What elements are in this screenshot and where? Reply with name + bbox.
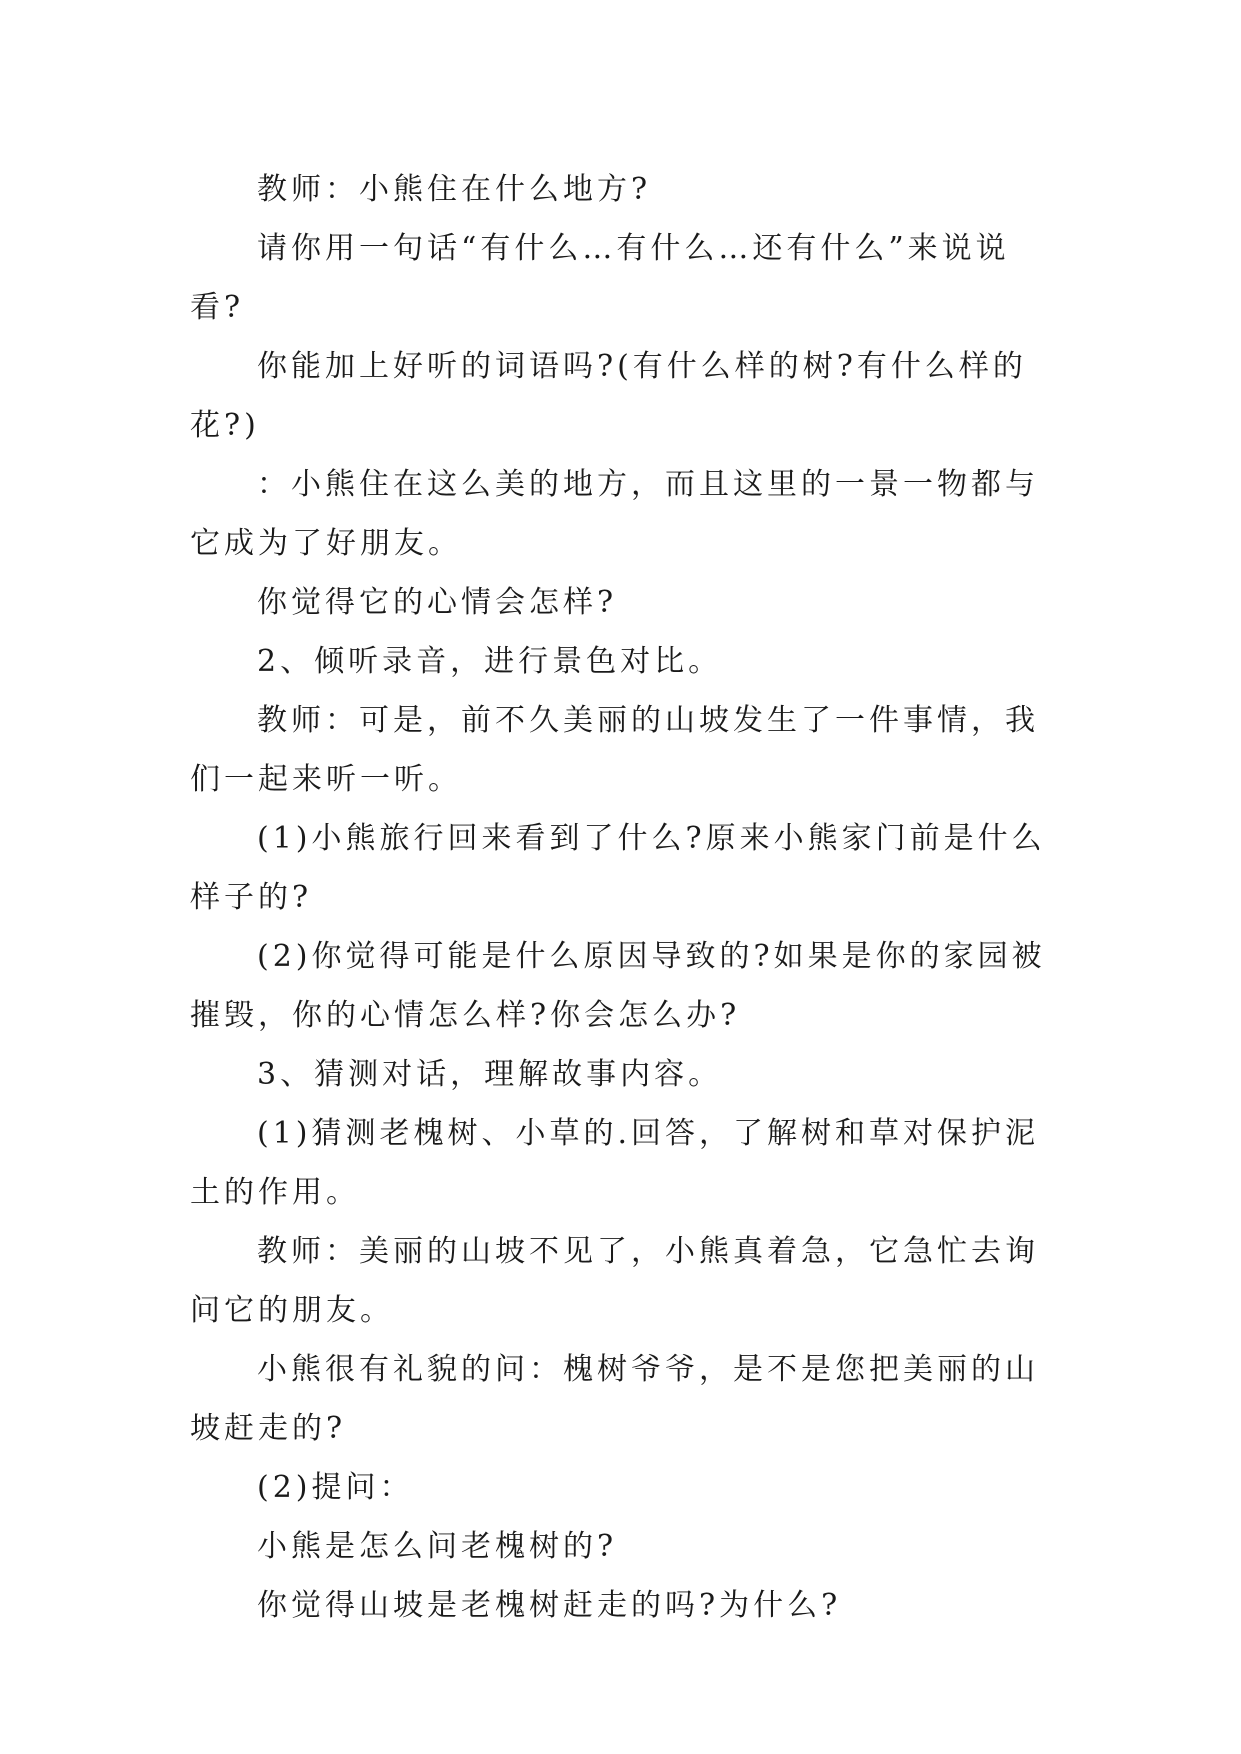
paragraph: 你觉得山坡是老槐树赶走的吗?为什么? bbox=[257, 1588, 842, 1623]
paragraph: (2)你觉得可能是什么原因导致的?如果是你的家园被摧毁，你的心情怎么样?你会怎么办? bbox=[190, 939, 1046, 1033]
paragraph: (1)小熊旅行回来看到了什么?原来小熊家门前是什么样子的? bbox=[190, 821, 1046, 915]
paragraph: 小熊是怎么问老槐树的? bbox=[257, 1529, 618, 1564]
paragraph: ：小熊住在这么美的地方，而且这里的一景一物都与它成为了好朋友。 bbox=[190, 467, 1039, 561]
paragraph: (2)提问： bbox=[257, 1470, 414, 1505]
paragraph: 小熊很有礼貌的问：槐树爷爷，是不是您把美丽的山坡赶走的? bbox=[190, 1352, 1039, 1446]
paragraph: 教师：美丽的山坡不见了，小熊真着急，它急忙去询问它的朋友。 bbox=[190, 1234, 1039, 1328]
paragraph: 你觉得它的心情会怎样? bbox=[257, 585, 618, 620]
paragraph: 2、倾听录音，进行景色对比。 bbox=[257, 644, 723, 679]
paragraph: 3、猜测对话，理解故事内容。 bbox=[257, 1057, 723, 1092]
paragraph: 你能加上好听的词语吗?(有什么样的树?有什么样的花?) bbox=[190, 349, 1027, 443]
paragraph: (1)猜测老槐树、小草的.回答，了解树和草对保护泥土的作用。 bbox=[190, 1116, 1040, 1210]
paragraph: 教师：可是，前不久美丽的山坡发生了一件事情，我们一起来听一听。 bbox=[190, 703, 1039, 797]
paragraph: 教师：小熊住在什么地方? bbox=[257, 172, 652, 207]
paragraph: 请你用一句话“有什么…有什么…还有什么”来说说看? bbox=[190, 231, 1010, 325]
document-body bbox=[190, 160, 1050, 1635]
